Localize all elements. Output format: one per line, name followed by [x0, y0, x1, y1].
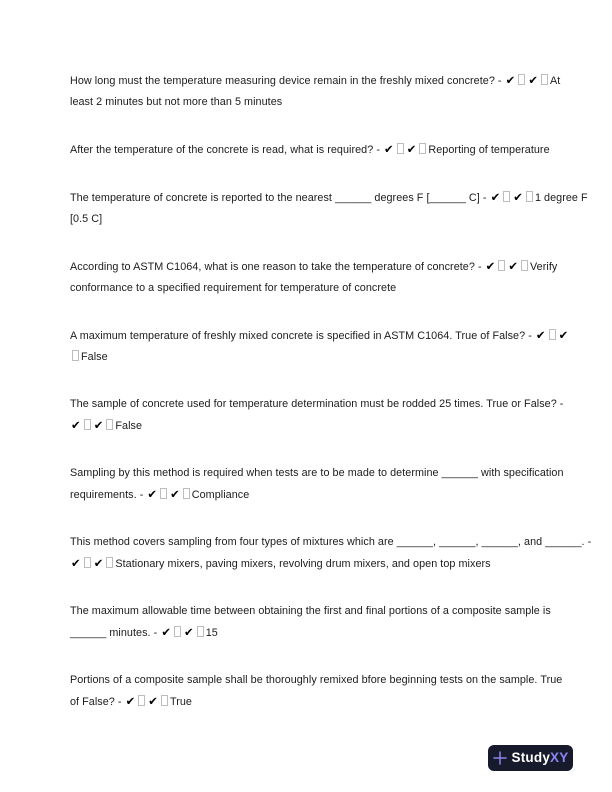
missing-glyph-box-icon: [106, 557, 113, 568]
paragraph-line: After the temperature of the concrete is read, what is required? - ✔ ✔ Reporting of temperature: [70, 142, 550, 156]
qa-paragraph: [70, 463, 564, 506]
check-icon: ✔: [535, 328, 546, 342]
paragraph-line: conformance to a specified requirement for temperature of concrete: [70, 282, 397, 294]
check-icon: ✔: [170, 487, 180, 501]
check-icon: ✔: [508, 259, 519, 273]
check-icon: ✔: [485, 259, 496, 273]
check-icon: ✔: [505, 73, 516, 87]
paragraph-line: [0.5 C]: [70, 213, 103, 225]
missing-glyph-box-icon: [503, 191, 510, 202]
missing-glyph-box-icon: [541, 74, 548, 85]
paragraph-line: least 2 minutes but not more than 5 minutes: [70, 96, 283, 108]
qa-paragraph: [70, 532, 592, 575]
missing-glyph-box-icon: [397, 143, 404, 154]
check-icon: ✔: [384, 142, 394, 156]
paragraph-line: The temperature of concrete is reported to the nearest ______ degrees F [______ C] - ✔ ✔ 1 degree F: [70, 190, 588, 204]
qa-paragraph: [70, 139, 560, 161]
paragraph-line: A maximum temperature of freshly mixed concrete is specified in ASTM C1064. True of False? - ✔ ✔: [70, 328, 569, 342]
missing-glyph-box-icon: [526, 191, 533, 202]
paragraph-line: ✔ ✔ Stationary mixers, paving mixers, revolving drum mixers, and open top mixers: [71, 556, 491, 570]
missing-glyph-box-icon: [84, 419, 91, 430]
missing-glyph-box-icon: [138, 695, 145, 706]
paragraph-line: requirements. - ✔ ✔ Compliance: [70, 487, 250, 501]
missing-glyph-box-icon: [197, 626, 204, 637]
paragraph-line: The sample of concrete used for temperature determination must be rodded 25 times. True or False? -: [70, 398, 564, 410]
missing-glyph-box-icon: [521, 260, 528, 271]
paragraph-line: Sampling by this method is required when tests are to be made to determine ______ with specification: [70, 467, 564, 479]
qa-paragraph: [70, 394, 564, 437]
brand-primary: Study: [511, 750, 551, 766]
qa-paragraph: [70, 70, 560, 113]
qa-paragraph: [70, 601, 560, 644]
missing-glyph-box-icon: [84, 557, 91, 568]
qa-paragraph: [70, 187, 588, 230]
check-icon: ✔: [125, 694, 136, 708]
check-icon: ✔: [161, 625, 172, 639]
missing-glyph-box-icon: [183, 488, 190, 499]
check-icon: ✔: [184, 625, 194, 639]
check-icon: ✔: [147, 487, 158, 501]
qa-paragraph: [70, 325, 569, 368]
check-icon: ✔: [406, 142, 417, 156]
missing-glyph-box-icon: [106, 419, 113, 430]
missing-glyph-box-icon: [160, 488, 167, 499]
brand-accent: XY: [550, 750, 569, 766]
missing-glyph-box-icon: [419, 143, 426, 154]
paragraph-line: This method covers sampling from four types of mixtures which are ______, ______, ______, and ______. -: [70, 536, 592, 548]
check-icon: ✔: [558, 328, 569, 342]
check-icon: ✔: [513, 190, 523, 204]
brand-text: [512, 751, 569, 765]
paragraph-line: of False? - ✔ ✔ True: [70, 694, 192, 708]
missing-glyph-box-icon: [174, 626, 181, 637]
check-icon: ✔: [148, 694, 158, 708]
check-icon: ✔: [71, 556, 81, 570]
check-icon: ✔: [93, 418, 104, 432]
check-icon: ✔: [93, 556, 104, 570]
paragraph-line: False: [70, 347, 560, 368]
qa-paragraph: [70, 670, 563, 713]
missing-glyph-box-icon: [549, 329, 556, 340]
document-body: [70, 70, 592, 739]
missing-glyph-box-icon: [518, 74, 525, 85]
missing-glyph-box-icon: [72, 350, 79, 361]
check-icon: ✔: [528, 73, 538, 87]
studyxy-logo: [488, 745, 573, 771]
qa-paragraph: [70, 256, 560, 299]
missing-glyph-box-icon: [498, 260, 505, 271]
paragraph-line: How long must the temperature measuring device remain in the freshly mixed concrete? - ✔ ✔ At: [70, 73, 561, 87]
paragraph-line: ✔ ✔ False: [71, 418, 143, 432]
paragraph-line: ______ minutes. - ✔ ✔ 15: [70, 625, 218, 639]
paragraph-line: According to ASTM C1064, what is one reason to take the temperature of concrete? - ✔ ✔ Verify: [70, 259, 558, 273]
paragraph-line: The maximum allowable time between obtaining the first and final portions of a composite sample is: [70, 605, 551, 617]
check-icon: ✔: [71, 418, 81, 432]
paragraph-line: Portions of a composite sample shall be thoroughly remixed bfore beginning tests on the sample. True: [70, 674, 563, 686]
missing-glyph-box-icon: [161, 695, 168, 706]
plus-icon: [493, 751, 507, 765]
check-icon: ✔: [490, 190, 501, 204]
